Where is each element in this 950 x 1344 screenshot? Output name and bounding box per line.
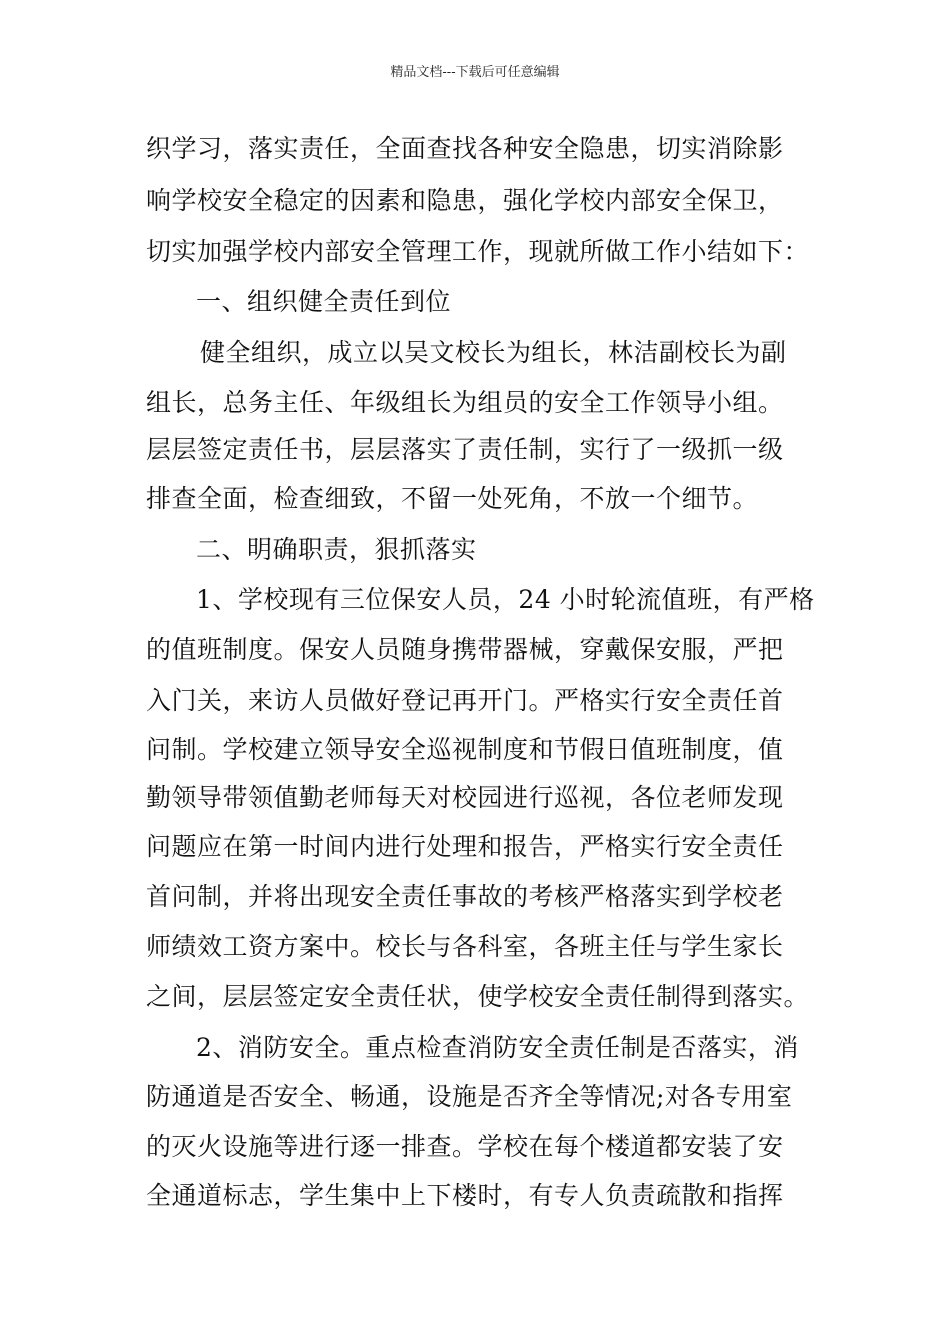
- body-line: 排查全面，检查细致，不留一处死角，不放一个细节。: [146, 484, 759, 513]
- body-line: 勤领导带领值勤老师每天对校园进行巡视，各位老师发现: [146, 783, 784, 812]
- body-line: 的灭火设施等进行逐一排查。学校在每个楼道都安装了安: [146, 1132, 784, 1161]
- body-line: 的值班制度。保安人员随身携带器械，穿戴保安服，严把: [146, 635, 784, 664]
- body-line: 全通道标志，学生集中上下楼时，有专人负责疏散和指挥: [146, 1181, 784, 1210]
- body-line: 首问制，并将出现安全责任事故的考核严格落实到学校老: [146, 882, 784, 911]
- page-header: 精品文档---下载后可任意编辑: [390, 65, 560, 80]
- body-line: 响学校安全稳定的因素和隐患，强化学校内部安全保卫，: [146, 186, 784, 215]
- section-heading: 二、明确职责，狠抓落实: [196, 535, 477, 564]
- body-line: 1、学校现有三位保安人员，24 小时轮流值班，有严格: [196, 585, 815, 614]
- body-line: 问制。学校建立领导安全巡视制度和节假日值班制度，值: [146, 735, 784, 764]
- body-line: 入门关，来访人员做好登记再开门。严格实行安全责任首: [146, 686, 784, 715]
- body-line: 之间，层层签定安全责任状，使学校安全责任制得到落实。: [146, 982, 810, 1011]
- body-line: 切实加强学校内部安全管理工作，现就所做工作小结如下：: [146, 237, 810, 266]
- body-line: 2、消防安全。重点检查消防安全责任制是否落实，消: [196, 1033, 799, 1062]
- body-line: 织学习，落实责任，全面查找各种安全隐患，切实消除影: [146, 134, 784, 163]
- section-heading: 一、组织健全责任到位: [196, 287, 452, 316]
- body-line: 健全组织，成立以吴文校长为组长，林洁副校长为副: [200, 338, 787, 367]
- body-line: 师绩效工资方案中。校长与各科室，各班主任与学生家长: [146, 932, 784, 961]
- body-line: 问题应在第一时间内进行处理和报告，严格实行安全责任: [146, 832, 784, 861]
- body-line: 层层签定责任书，层层落实了责任制，实行了一级抓一级: [146, 435, 784, 464]
- body-line: 组长，总务主任、年级组长为组员的安全工作领导小组。: [146, 388, 784, 417]
- body-line: 防通道是否安全、畅通，设施是否齐全等情况;对各专用室: [146, 1082, 793, 1111]
